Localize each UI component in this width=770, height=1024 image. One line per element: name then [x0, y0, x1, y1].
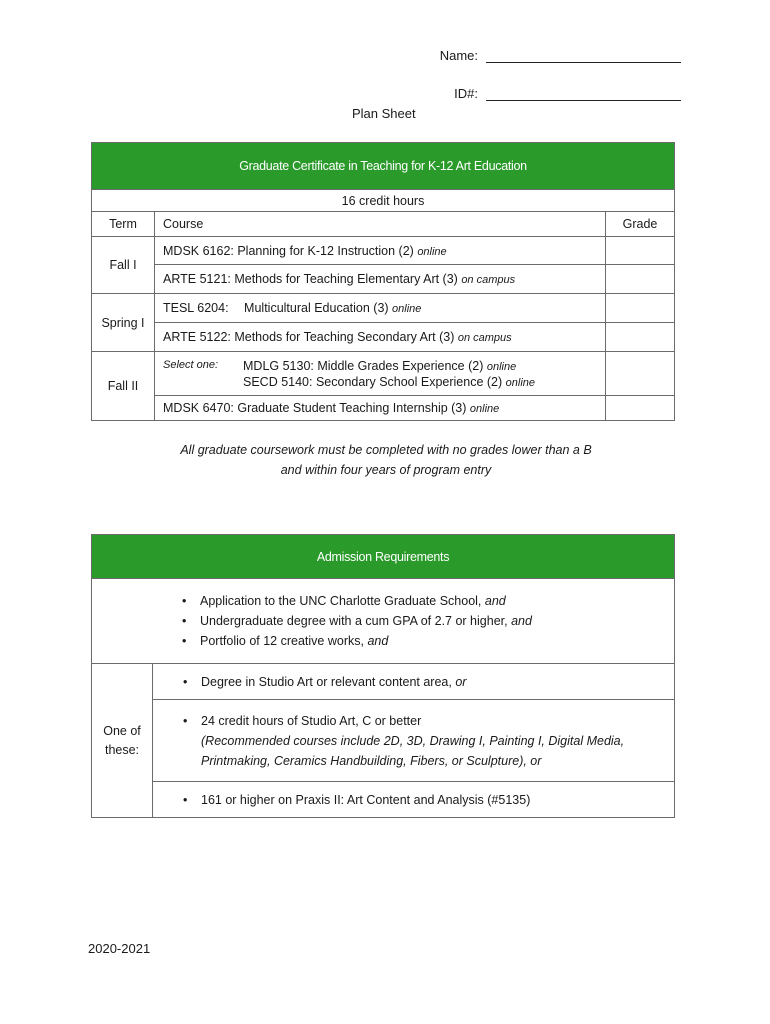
course-code: TESL 6204: [163, 301, 229, 315]
note-line-2: and within four years of program entry [280, 463, 492, 477]
course-cell [155, 294, 606, 323]
grade-cell[interactable] [606, 396, 675, 421]
table-row [92, 323, 675, 352]
id-field-row [420, 86, 681, 101]
course-text: ARTE 5122: Methods for Teaching Secondary Art (3) [163, 330, 455, 344]
list-item: • 24 credit hours of Studio Art, C or better (Recommended courses include 2D, 3D, Drawing I, Painting I, Digital Media, Printmaking, Ceramics Handbuilding, Fibers, or Sculpture), or [183, 713, 625, 768]
course-cell [155, 265, 606, 294]
course-mode: online [469, 403, 500, 415]
course-column-header: Course [155, 212, 606, 237]
list-item: • Degree in Studio Art or relevant content area, or [183, 674, 467, 689]
required-list [178, 591, 674, 651]
credit-hours: 16 credit hours [92, 190, 675, 212]
select-one-label: Select one: [163, 358, 219, 371]
list-item: • 161 or higher on Praxis II: Art Content and Analysis (#5135) [183, 792, 531, 807]
course-option-2: SECD 5140: Secondary School Experience (2) [243, 374, 503, 389]
id-input-line[interactable] [486, 86, 681, 101]
plan-sheet-label: Plan Sheet [352, 106, 416, 121]
program-table [91, 142, 675, 421]
table-row [92, 237, 675, 265]
term-fall-1: Fall I [92, 237, 155, 294]
grade-cell[interactable] [606, 323, 675, 352]
course-text: MDSK 6470: Graduate Student Teaching Internship (3) [163, 401, 467, 415]
course-mode: online [505, 376, 536, 389]
term-column-header: Term [92, 212, 155, 237]
course-cell [155, 237, 606, 265]
course-mode: on campus [461, 274, 516, 286]
course-cell [155, 396, 606, 421]
grade-column-header: Grade [606, 212, 675, 237]
course-cell [155, 323, 606, 352]
list-item: • Undergraduate degree with a cum GPA of 2.7 or higher, and [182, 614, 532, 628]
table-row [92, 352, 675, 396]
course-mode: online [417, 245, 447, 258]
course-text: Multicultural Education (3) [244, 301, 389, 315]
name-input-line[interactable] [486, 48, 681, 63]
one-of-label: One of these: [92, 664, 153, 818]
course-text: MDSK 6162: Planning for K-12 Instruction (2) [163, 243, 414, 258]
admission-title: Admission Requirements [92, 535, 675, 579]
id-label: ID#: [454, 86, 478, 101]
term-fall-2: Fall II [92, 352, 155, 421]
course-mode: online [392, 303, 422, 315]
table-row [92, 294, 675, 323]
grade-cell[interactable] [606, 265, 675, 294]
course-mode: on campus [457, 332, 512, 344]
course-text: ARTE 5121: Methods for Teaching Elementary Art (3) [163, 272, 458, 286]
name-field-row [420, 48, 681, 63]
list-item: • Portfolio of 12 creative works, and [182, 634, 389, 648]
course-cell [155, 352, 606, 396]
table-row [92, 396, 675, 421]
grade-cell[interactable] [606, 352, 675, 396]
academic-year: 2020-2021 [88, 941, 151, 956]
course-option-1: MDLG 5130: Middle Grades Experience (2) [243, 358, 484, 373]
term-spring-1: Spring I [92, 294, 155, 352]
grade-cell[interactable] [606, 294, 675, 323]
program-title: Graduate Certificate in Teaching for K-12 Art Education [92, 143, 675, 190]
note-line-1: All graduate coursework must be completed with no grades lower than a B [180, 443, 592, 457]
option-cell [153, 700, 675, 782]
name-label: Name: [439, 48, 478, 63]
course-mode: online [486, 360, 517, 373]
option-cell [153, 782, 675, 818]
coursework-note [91, 440, 681, 480]
admission-table [91, 534, 675, 818]
list-item: • Application to the UNC Charlotte Graduate School, and [182, 594, 506, 608]
table-row [92, 265, 675, 294]
grade-cell[interactable] [606, 237, 675, 265]
option-cell [153, 664, 675, 700]
required-cell [92, 579, 675, 664]
